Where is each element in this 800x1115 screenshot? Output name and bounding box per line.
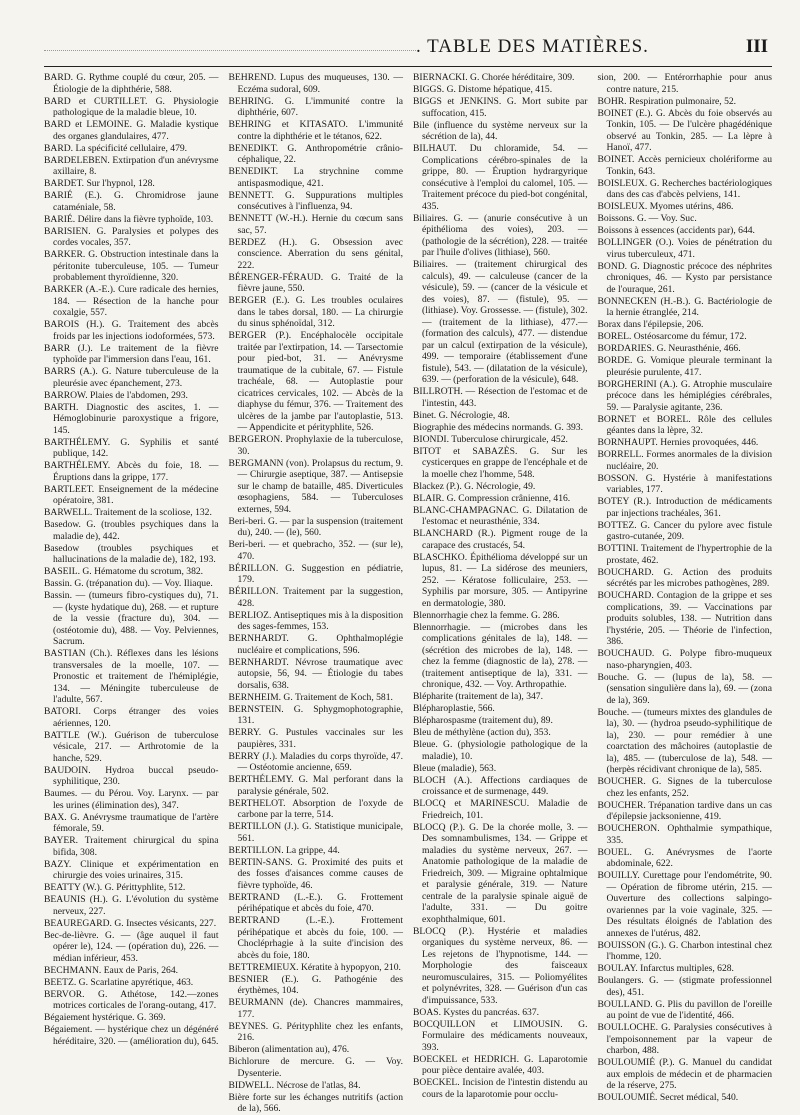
index-entry: BOISLEUX. Myomes utérins, 486. [597, 201, 734, 212]
index-entry: BARD et LEMOINE. G. Maladie kystique des organes glandulaires, 477. [44, 119, 219, 142]
index-entry: BLOCQ (P.). G. De la chorée molle, 3. — Des somnambulismes, 134. — Grippe et maladies du système nerveux, 267. — Anatomie pathologique de la maladie de Friedreich, 309. — Migraine ophtalmique et paralysie générale, 319. — Nature centrale de la paralysie spinale aiguë de l'adulte, 331. — Du goitre exophthalmique, 601. [413, 821, 588, 925]
index-entry: BONNECKEN (H.-B.). G. Bactériologie de la hernie étranglée, 214. [597, 295, 772, 318]
index-entry: Binet. G. Nécrologie, 48. [413, 409, 510, 421]
header-dot-leader [44, 50, 416, 51]
index-entry: BAUDOIN. Hydroa buccal pseudo-syphilitique, 230. [44, 764, 219, 787]
index-entry: BARD. G. Rythme couplé du cœur, 205. — Étiologie de la diphthérie, 588. [44, 72, 219, 95]
index-entry: BOREL. Ostéosarcome du fémur, 172. [597, 331, 747, 342]
page-number: III [745, 36, 768, 57]
index-entry: BERGER (E.). G. Les troubles oculaires dans le tabes dorsal, 180. — La chirurgie du sinus sphénoïdal, 312. [228, 295, 403, 329]
index-entry: sion, 200. — Entérorrhaphie pour anus contre nature, 215. [597, 72, 772, 95]
index-entry: BLANC-CHAMPAGNAC. G. Dilatation de l'estomac et neurasthénie, 334. [413, 504, 588, 527]
index-entry: BEHRING. G. L'immunité contre la diphthérie, 607. [228, 95, 403, 118]
index-entry: BERTHÉLEMY. G. Mal perforant dans la paralysie générale, 502. [228, 774, 403, 797]
index-entry: BARTLEET. Enseignement de la médecine opératoire, 381. [44, 483, 219, 506]
index-entry: Bichlorure de mercure. G. — Voy. Dysenterie. [228, 1056, 403, 1079]
index-entry: BARTHÉLEMY. Abcès du foie, 18. — Éruptions dans la grippe, 177. [44, 460, 219, 483]
index-entry: BARWELL. Traitement de la scoliose, 132. [44, 507, 212, 518]
index-entry: BERNHEIM. G. Traitement de Koch, 581. [228, 691, 393, 703]
index-entry: BETTREMIEUX. Kératite à hypopyon, 210. [228, 961, 401, 973]
index-entry: BLASCHKO. Épithélioma développé sur un lupus, 81. — La sidérose des meuniers, 252. — Kératose folliculaire, 253. — Syphilis par morsure, 305. — Antipyrine en dermatologie, 380. [413, 551, 588, 609]
index-entry: Beri-beri. — et quebracho, 352. — (sur le), 470. [228, 539, 403, 562]
index-entry: BERNSTEIN. G. Sphygmophotographie, 131. [228, 703, 403, 726]
index-entry: BEAUREGARD. G. Insectes vésicants, 227. [44, 917, 217, 929]
index-entry: BOUCHARD. Contagion de la grippe et ses complications, 39. — Vaccinations par produits solubles, 138. — Nutrition dans l'hystérie, 205. — Théorie de l'infection, 386. [597, 590, 772, 647]
index-entry: Blackez (P.). G. Nécrologie, 49. [413, 480, 536, 492]
index-entry: BERLIOZ. Antiseptiques mis à la disposition des sages-femmes, 153. [228, 609, 403, 632]
index-entry: Borax dans l'épilepsie, 206. [597, 319, 704, 330]
index-entry: BENNETT. G. Suppurations multiples consécutives à l'influenza, 94. [228, 189, 403, 212]
index-entry: BARDET. Sur l'hypnol, 128. [44, 178, 155, 189]
index-entry: Boissons à essences (accidents par), 644. [597, 225, 755, 236]
index-entry: BIGGS. G. Distome hépatique, 415. [413, 84, 553, 95]
index-entry: BIERNACKI. G. Chorée héréditaire, 309. [413, 72, 575, 83]
index-entry: BARKER (A.-E.). Cure radicale des hernies, 184. — Résection de la hanche pour coxalgie, 557. [44, 284, 219, 318]
index-column-3 [413, 72, 588, 1115]
page-header [44, 28, 772, 64]
index-entry: BOAS. Kystes du pancréas. 637. [413, 1006, 540, 1018]
index-entry: BARISIEN. G. Paralysies et polypes des cordes vocales, 357. [44, 225, 219, 248]
index-entry: BARIÉ (E.). G. Chromidrose jaune cataméniale, 58. [44, 190, 219, 213]
index-entry: BAROIS (H.). G. Traitement des abcès froids par les injections iodoformées, 573. [44, 319, 219, 342]
index-entry: Bleue (maladie), 563. [413, 762, 497, 774]
index-entry: BLOCQ et MARINESCU. Maladie de Friedreich, 101. [413, 798, 588, 821]
index-entry: Bassin. G. (trépanation du). — Voy. Iliaque. [44, 578, 213, 589]
index-entry: BLAIR. G. Compression crânienne, 416. [413, 492, 571, 504]
index-entry: BEETZ. G. Scarlatine apyrétique, 463. [44, 976, 194, 988]
index-entry: BOUCHAUD. G. Polype fibro-muqueux naso-pharyngien, 403. [597, 648, 772, 671]
index-entry: BOULOUMIÉ. Secret médical, 540. [597, 1092, 739, 1103]
index-entry: Blennorrhagie. — (microbes dans les complications génitales de la), 148. — (sécrétion des microbes de la), 148. — chez la femme (diagnostic de la), 278. — (traitement antiseptique de la), 331. — chronique, 432. — Voy. Arthropathie. [413, 621, 588, 690]
index-entry: Bec-de-lièvre. G. — (âge auquel il faut opérer le), 124. — (opération du), 226. — médian inférieur, 453. [44, 929, 219, 964]
index-entry: BOULOUMIÉ (P.). G. Manuel du candidat aux emplois de médecin et de pharmacien de la réserve, 275. [597, 1057, 772, 1091]
index-entry: BOUCHER. Trépanation tardive dans un cas d'épilepsie jacksonienne, 419. [597, 799, 772, 822]
index-entry: BOCQUILLON et LIMOUSIN. G. Formulaire des médicaments nouveaux, 393. [413, 1018, 588, 1053]
index-entry: BORGHERINI (A.). G. Atrophie musculaire précoce dans les hémiplégies cérébrales, 59. — Paralysie agitante, 236. [597, 378, 772, 413]
index-entry: BERGMANN (von). Prolapsus du rectum, 9. — Chirurgie aseptique, 387. — Antisepsie sur le champ de bataille, 485. Diverticules œsophagiens, 584. — Tuberculoses externes, 594. [228, 457, 403, 515]
index-entry: BENEDIKT. La strychnine comme antispasmodique, 421. [228, 166, 403, 189]
index-entry: BOTEY (R.). Introduction de médicaments par injections trachéales, 361. [597, 496, 772, 519]
index-entry: BOUILLY. Curettage pour l'endométrite, 90. — Opération de fibrome utérin, 215. — Ouverture des collections salpingo-ovariennes par la voie vaginale, 325. — Des résultats éloignés de l'ablation des annexes de l'utérus, 482. [597, 870, 772, 939]
index-entry: BENNETT (W.-H.). Hernie du cœcum sans sac, 57. [228, 213, 403, 236]
index-entry: BORDARIES. G. Neurasthénie, 466. [597, 343, 741, 354]
index-entry: Bleue. G. (physiologie pathologique de la maladie), 10. [413, 739, 588, 762]
index-entry: BITOT et SABAZÈS. G. Sur les cysticerques en grappe de l'encéphale et de la moelle chez l'homme, 548. [413, 445, 588, 480]
index-entry: BLOCH (A.). Affections cardiaques de croissance et de surmenage, 449. [413, 774, 588, 797]
index-entry: BERTHELOT. Absorption de l'oxyde de carbone par la terre, 514. [228, 797, 403, 820]
index-entry: BOISLEUX. G. Recherches bactériologiques dans des cas d'abcès pelviens, 141. [597, 177, 772, 200]
index-entry: BATTLE (W.). Guérison de tuberculose vésicale, 217. — Arthrotomie de la hanche, 529. [44, 729, 219, 764]
index-entry: BARR (J.). Le traitement de la fièvre typhoïde par l'immersion dans l'eau, 161. [44, 342, 219, 365]
index-entry: BARTHÉLEMY. G. Syphilis et santé publique, 142. [44, 436, 219, 459]
index-entry: BOULLOCHE. G. Paralysies consécutives à l'empoisonnement par la vapeur de charbon, 488. [597, 1022, 772, 1056]
index-entry: BOINET. Accès pernicieux cholériforme au Tonkin, 643. [597, 154, 772, 177]
index-entry: Bouche. G. — (lupus de la), 58. — (sensation singulière dans la), 69. — (zona de la), 369. [597, 671, 772, 706]
index-entry: BOUCHARD. G. Action des produits sécrétés par les microbes pathogènes, 289. [597, 566, 772, 589]
index-entry: Beri-beri. G. — par la suspension (traitement du), 240. — (le), 560. [228, 515, 403, 538]
index-entry: BARIÉ. Délire dans la fièvre typhoïde, 103. [44, 213, 214, 225]
index-entry: Blépharospasme (traitement du), 89. [413, 715, 553, 726]
index-entry: BLOCQ (P.). Hystérie et maladies organiques du système nerveux, 86. — Les rejetons de l'hypnotisme, 144. — Morphologie des faisceaux neuromusculaires, 315. — Poliomyélites et polynévrites, 328. — Guérison d'un cas d'impuissance, 533. [413, 925, 588, 1006]
index-column-4 [598, 72, 773, 1115]
index-entry: Blennorrhagie chez la femme. G. 286. [413, 609, 560, 621]
index-entry: Biberon (alimentation au), 476. [228, 1044, 350, 1055]
index-entry: BEATTY (W.). G. Périttyphlite, 512. [44, 882, 186, 893]
index-entry: BILHAUT. Du chloramide, 54. — Complications cérébro-spinales de la grippe, 80. — Éruption hydrargyrique consécutive à l'emploi du calomel, 105. — Traitement précoce du pied-bot congénital, 435. [413, 143, 588, 212]
index-entry: Bouche. — (tumeurs mixtes des glandules de la), 30. — (hydroa pseudo-syphilitique de la), 230. — pour remédier à une coarctation des mâchoires (autoplastie de la), 485. — (tuberculose de la), 548. — (herpès récidivant chronique de la), 585. [597, 706, 772, 775]
index-entry: BOTTINI. Traitement de l'hypertrophie de la prostate, 462. [597, 543, 772, 566]
index-entry: BEURMANN (de). Chancres mammaires, 177. [228, 997, 403, 1020]
index-entry: BOECKEL. Incision de l'intestin distendu au cours de la laparotomie pour occlu- [413, 1077, 588, 1100]
index-entry: BOSSON. G. Hystérie à manifestations variables, 177. [597, 472, 772, 495]
index-entry: BERTILLON (J.). G. Statistique municipale, 561. [228, 821, 403, 844]
index-entry: BOULLAND. G. Plis du pavillon de l'oreille au point de vue de l'identité, 466. [597, 998, 772, 1021]
index-entry: BOTTEZ. G. Cancer du pylore avec fistule gastro-cutanée, 209. [597, 519, 772, 542]
index-entry: BARROW. Plaies de l'abdomen, 293. [44, 389, 188, 401]
index-entry: BARKER. G. Obstruction intestinale dans la péritonite tuberculeuse, 105. — Tumeur probablement thyroïdienne, 320. [44, 249, 219, 283]
index-entry: BERTRAND (L.-E.). G. Frottement périhépatique et abcès du foie, 470. [228, 891, 403, 914]
index-entry: BAZY. Clinique et expérimentation en chirurgie des voies urinaires, 315. [44, 858, 219, 881]
index-entry: BOECKEL et HEDRICH. G. Laparotomie pour pièce dentaire avalée, 403. [413, 1053, 588, 1076]
index-entry: Bière forte sur les échanges nutritifs (action de la), 566. [228, 1091, 403, 1114]
index-entry: BÉRILLON. Traitement par la suggestion, 428. [228, 586, 403, 609]
index-entry: Baumes. — du Pérou. Voy. Larynx. — par les urines (élimination des), 347. [44, 788, 219, 811]
index-entry: Boulangers. G. — (stigmate professionnel des), 451. [597, 975, 772, 998]
index-entry: Basedow (troubles psychiques et hallucinations de la maladie de), 182, 193. [44, 542, 219, 565]
index-entry: BIDWELL. Nécrose de l'atlas, 84. [228, 1079, 361, 1091]
index-entry: BERGERON. Prophylaxie de la tuberculose, 30. [228, 434, 403, 457]
index-entry: BOHR. Respiration pulmonaire, 52. [597, 95, 737, 107]
index-entry: Biographie des médecins normands. G. 393. [413, 421, 583, 433]
index-entry: BEHREND. Lupus des muqueuses, 130. — Eczéma sudoral, 609. [228, 72, 403, 95]
index-entry: BASTIAN (Ch.). Réflexes dans les lésions transversales de la moelle, 107. — Pronostic et traitement de l'hémiplégie, 134. — Méningite tuberculeuse de l'adulte, 567. [44, 648, 219, 705]
index-entry: Bégaiement hystérique. G. 369. [44, 1012, 166, 1023]
index-entry: BATORI. Corps étranger des voies aériennes, 120. [44, 706, 219, 729]
index-entry: BEYNES. G. Pérityphlite chez les enfants, 216. [228, 1020, 403, 1043]
index-entry: BOUCHERON. Ophthalmie sympathique, 335. [597, 823, 772, 846]
index-entry: BERGER (P.). Encéphalocèle occipitale traitée par l'extirpation, 14. — Tarsectomie pour pied-bot, 31. — Anévrysme traumatique de la cubitale, 67. — Fistule trachéale, 68. — Autoplastie pour cicatrices cervicales, 102. — Abcès de la diaphyse du fémur, 376. — Traitement des ulcères de la jambe par l'autoplastie, 513. — Appendicite et pérityphlite, 526. [228, 330, 403, 433]
index-entry: Basedow. G. (troubles psychiques dans la maladie de), 442. [44, 519, 219, 542]
index-column-2 [229, 72, 404, 1115]
index-entry: BASEIL. G. Hématome du scrotum, 382. [44, 566, 204, 577]
index-entry: BIONDI. Tuberculose chirurgicale, 452. [413, 433, 568, 445]
index-entry: BARRS (A.). G. Nature tuberculeuse de la pleurésie avec épanchement, 273. [44, 366, 219, 389]
index-entry: BERNHARDT. G. Ophthalmoplégie nucléaire et complications, 596. [228, 633, 403, 656]
index-entry: Boissons. G. — Voy. Suc. [597, 213, 697, 224]
index-entry: BÉRENGER-FÉRAUD. G. Traité de la fièvre jaune, 550. [228, 271, 403, 294]
index-entry: BERRY (J.). Maladies du corps thyroïde, 47. — Ostéotomie ancienne, 659. [228, 750, 403, 773]
index-entry: BORNET et BOREL. Rôle des cellules géantes dans la lèpre, 32. [597, 413, 772, 436]
index-entry: BERVOR. G. Athétose, 142.—zones motrices corticales de l'orang-outang, 417. [44, 988, 219, 1011]
index-entry: BEHRING et KITASATO. L'immunité contre la diphthérie et le tétanos, 622. [228, 119, 403, 142]
index-entry: BOND. G. Diagnostic précoce des néphrites chroniques, 46. — Kysto par persistance de l'ouraque, 261. [597, 260, 772, 295]
index-entry: Bégaiement. — hystérique chez un dégénéré héréditaire, 320. — (amélioration du), 645. [44, 1024, 219, 1047]
index-entry: Bleu de méthylène (action du), 353. [413, 727, 551, 738]
index-entry: BORNHAUPT. Hernies provoquées, 446. [597, 437, 759, 448]
index-entry: BORRELL. Formes anormales de la division nucléaire, 20. [597, 449, 772, 472]
index-entry: BOUCHER. G. Signes de la tuberculose chez les enfants, 252. [597, 776, 772, 799]
index-entry: BARTH. Diagnostic des ascites, 1. — Hémoglobinurie paroxystique a frigore, 145. [44, 401, 219, 436]
index-entry: Biliaires. G. — (anurie consécutive à un épithélioma des voies), 203. — (pathologie de la sécrétion), 228. — traitée par l'huile d'olives (lithiase), 560. [413, 212, 588, 258]
index-entry: BERTRAND (L.-E.). Frottement périhépatique et abcès du foie, 100. — Chocléprhagie à la suite d'incision des abcès du foie, 180. [228, 915, 403, 961]
index-entry: BERNHARDT. Névrose traumatique avec autopsie, 56, 94. — Étiologie du tabes dorsalis, 638. [228, 656, 403, 691]
index-entry: BERDEZ (H.). G. Obsession avec conscience. Aberration du sens génital, 222. [228, 236, 403, 271]
index-entry: BAX. G. Anévrysme traumatique de l'artère fémorale, 59. [44, 811, 219, 834]
index-entry: BLANCHARD (R.). Pigment rouge de la carapace des crustacés, 54. [413, 528, 588, 551]
index-entry: BIGGS et JENKINS. G. Mort subite par suffocation, 415. [413, 96, 588, 119]
index-entry: BESNIER (E.). G. Pathogénie des érythèmes, 104. [228, 973, 403, 996]
index-entry: Blépharoplastie, 566. [413, 703, 495, 714]
index-entry: BARDELEBEN. Extirpation d'un anévrysme axillaire, 8. [44, 154, 219, 177]
index-entry: BOUISSON (G.). G. Charbon intestinal chez l'homme, 120. [597, 939, 772, 962]
index-entry: BOINET (E.). G. Abcès du foie observés au Tonkin, 105. — De l'ulcère phagédénique observé au Tonkin, 285. — La lèpre à Hanoï, 477. [597, 107, 772, 153]
index-columns [44, 72, 772, 1114]
index-entry: BORDE. G. Vomique pleurale terminant la pleurésie purulente, 417. [597, 355, 772, 378]
index-entry: Biliaires. — (traitement chirurgical des calculs), 49. — calculeuse (cancer de la vésicule), 59. — (cancer de la vésicule et des voies), 87. — (fistule), 95. — (lithiase). Voy. Grossesse. — (fistule), 302. — (traitement de la lithiase), 477.—(formation des calculs), 477. — distendue par un calcul (extirpation de la vésicule), 499. — temporaire (établissement d'une fistule), 543. — (dilatation de la vésicule), 639. — (perforation de la vésicule), 648. [413, 259, 588, 385]
index-entry: BERTILLON. La grippe, 44. [228, 844, 340, 856]
page-title: . TABLE DES MATIÈRES. [416, 36, 649, 57]
index-entry: BILLROTH. — Résection de l'estomac et de l'intestin, 443. [413, 386, 588, 409]
index-column-1 [44, 72, 219, 1115]
index-entry: BOULAY. Infarctus multiples, 628. [597, 963, 734, 974]
index-entry: BÉRILLON. G. Suggestion en pédiatrie, 179. [228, 562, 403, 585]
index-entry: BOLLINGER (O.). Voies de pénétration du virus tuberculeux, 471. [597, 237, 772, 260]
index-entry: BOUEL. G. Anévrysmes de l'aorte abdominale, 622. [597, 846, 772, 869]
index-entry: Bassin. — (tumeurs fibro-cystiques du), 71. — (kyste hydatique du), 268. — et rupture de la vessie (fracture du), 304. — (ostéotomie du), 488. — Voy. Pelviennes, Sacrum. [44, 590, 219, 647]
index-entry: BARD. La spécificité cellulaire, 479. [44, 142, 188, 154]
index-entry: BENEDIKT. G. Anthropométrie crânio-céphalique, 22. [228, 142, 403, 165]
index-entry: BECHMANN. Eaux de Paris, 264. [44, 964, 179, 976]
header-rule [44, 66, 772, 67]
index-entry: BARD et CURTILLET. G. Physiologie pathologique de la maladie bleue, 10. [44, 95, 219, 118]
index-entry: Bile (influence du système nerveux sur la sécrétion de la), 44. [413, 119, 588, 142]
index-entry: BERRY. G. Pustules vaccinales sur les paupières, 331. [228, 727, 403, 750]
index-entry: BEAUNIS (H.). G. L'évolution du système nerveux, 227. [44, 894, 219, 917]
index-entry: BAYER. Traitement chirurgical du spina bifida, 308. [44, 835, 219, 858]
index-entry: BERTIN-SANS. G. Proximité des puits et des fosses d'aisances comme causes de fièvre typhoïde, 46. [228, 856, 403, 891]
index-entry: Blépharite (traitement de la), 347. [413, 691, 543, 702]
